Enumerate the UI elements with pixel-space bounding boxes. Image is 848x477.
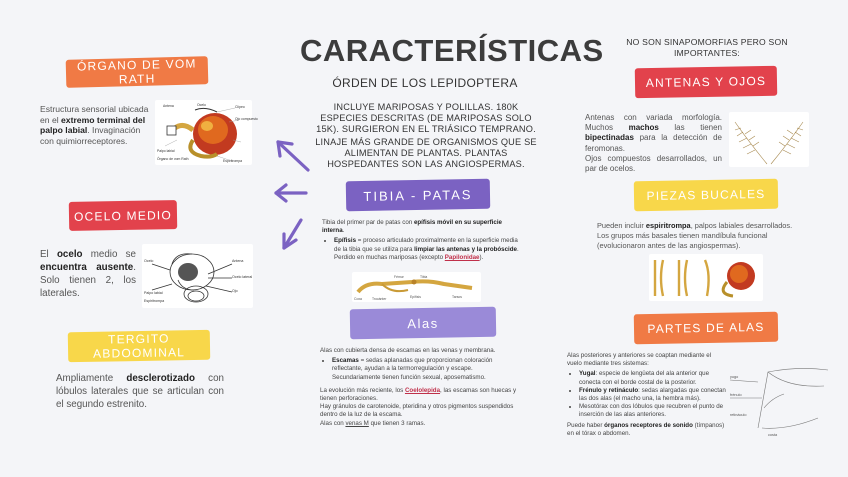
label-femur: Fémur	[394, 275, 404, 279]
partes-banner: PARTES DE ALAS	[634, 312, 779, 345]
coelolepida-link[interactable]: Coelolepida	[404, 386, 441, 394]
partes-text: Alas posteriores y anteriores se coaptan mediante el vuelo mediante tres sistemas: • Yugal: especie de lengüeta del ala anterior que conecta con el borde costal de la posterior. • Frénulo y retináculo: sedas alargadas que conectan las dos alas (el macho una, la hembra más). • Mesotórax con dos lóbulos que recubren el punto de inserción de las alas anteriores. Puede haber órganos receptores de sonido (tímpanos) en el tórax o abdomen.	[567, 352, 727, 438]
label-trocanter: Trocánter	[372, 297, 387, 301]
label-palpo2: Palpo labial	[144, 291, 163, 295]
alas-bullet: • Escamas = sedas aplanadas que proporcionan coloración reflectante, ayudan a la termorregulación y escape. Secundariamente tienen función sexual, aposematismo.	[332, 357, 520, 382]
arrows-group	[268, 136, 328, 256]
tergito-banner: TERGITO ABDOOMINAL	[68, 330, 211, 362]
alas-banner: Alas	[350, 307, 497, 340]
partes-item-yugal: • Yugal: especie de lengüeta del ala anterior que conecta con el borde costal de la posterior.	[579, 370, 727, 386]
label-yugo: yugo	[730, 375, 739, 379]
papilonidae-link[interactable]: Papilonidae	[444, 253, 480, 261]
page-subtitle: ÓRDEN DE LOS LEPIDOPTERA	[332, 76, 518, 90]
label-coxa: Coxa	[354, 297, 362, 301]
label-ojo2: Ojo	[232, 289, 238, 293]
label-epifisis: Epífisis	[410, 295, 421, 299]
venas-m-link[interactable]: venas M	[345, 419, 369, 427]
label-ocelo2: Ocelo	[144, 259, 154, 263]
head-diagram-image	[155, 100, 258, 165]
organo-text: Estructura sensorial ubicada en el extremo terminal del palpo labial. Invaginación con quimiorreceptores.	[40, 104, 149, 146]
ocelo-banner: OCELO MEDIO	[69, 200, 177, 231]
label-tibia: Tibia	[420, 275, 428, 279]
label-frenulo: frénulo	[730, 393, 742, 397]
wing-diagram-image	[728, 358, 838, 440]
tergito-text: Ampliamente desclerotizado con lóbulos laterales que se articulan con el segundo estrenito.	[56, 373, 224, 410]
antenna-image	[729, 112, 809, 167]
label-costa: costa	[768, 433, 778, 437]
label-vomrath: Órgano de vom Rath	[157, 157, 189, 161]
tibia-banner: TIBIA - PATAS	[346, 179, 491, 212]
partes-item-mesotorax: • Mesotórax con dos lóbulos que recubren el punto de inserción de las alas anteriores.	[579, 403, 727, 419]
antenas-banner: ANTENAS Y OJOS	[635, 66, 778, 98]
label-espiritrompa2: Espiritrompa	[144, 299, 165, 303]
label-retinaculo: retináculo	[730, 413, 747, 417]
label-antena2: Antena	[232, 259, 244, 263]
antenas-text: Antenas con variada morfología. Muchos machos las tienen bipectinadas para la detección de feromonas. Ojos compuestos desarrollados, un par de ocelos.	[585, 113, 723, 174]
ocelo-text: El ocelo medio se encuentra ausente. Solo tienen 2, los laterales.	[40, 249, 136, 299]
label-ocelo-lateral: Ocelo lateral	[232, 275, 253, 279]
alas-text: Alas con cubierta densa de escamas en las venas y membrana. • Escamas = sedas aplanadas que proporcionan coloración reflectante, ayudan a la termorregulación y escape. Secundariamente tienen función sexual, aposematismo. La evolución más reciente, los Coelolepida, las escamas son huecas y tienen perforaciones. Hay gránulos de carotenoide, pteridina y otros pigmentos suspendidos dentro de la luz de la escama. Alas con venas M que tienen 3 ramas.	[320, 347, 520, 428]
organo-banner: ÓRGANO DE VOM RATH	[66, 56, 209, 88]
label-palpo: Palpo labial	[157, 149, 175, 153]
mouthparts-image	[649, 254, 763, 301]
tibia-text: Tibia del primer par de patas con epífisis móvil en su superficie interna. • Epífisis = proceso articulado proximalmente en la superficie media de la tibia que se utiliza para limpiar las antenas y la probóscide. Perdido en muchas mariposas (excepto Papilonidae).	[322, 219, 520, 264]
intro-paragraph-2: LINAJE MÁS GRANDE DE ORGANISMOS QUE SE ALIMENTAN DE PLANTAS. PLANTAS HOSPEDANTES SON LAS ANGIOSPERMAS.	[315, 137, 537, 169]
label-ojo: Ojo compuesto	[235, 117, 258, 121]
piezas-banner: PIEZAS BUCALES	[634, 179, 779, 212]
label-antena: Antena	[163, 104, 174, 108]
label-espiritrompa: Espiritrompa	[223, 159, 243, 163]
tibia-bullet: • Epífisis = proceso articulado proximalmente en la superficie media de la tibia que se utiliza para limpiar las antenas y la probóscide. Perdido en muchas mariposas (excepto Papilonidae).	[334, 237, 520, 262]
label-clipeo: Clípeo	[235, 105, 245, 109]
ocelo-diagram-image	[142, 244, 253, 308]
note-text: NO SON SINAPOMORFIAS PERO SON IMPORTANTES:	[626, 37, 788, 58]
partes-item-frenulo: • Frénulo y retináculo: sedas alargadas que conectan las dos alas (el macho una, la hembra más).	[579, 387, 727, 403]
label-tarsos: Tarsos	[452, 295, 462, 299]
piezas-text: Pueden incluir espiritrompa, palpos labiales desarrollados. Los grupos más basales tienen mandíbula funcional (evolucionaron antes de las angiospermas).	[597, 221, 793, 250]
label-ocelo: Ocelo	[197, 103, 206, 107]
leg-diagram-image	[352, 272, 481, 302]
arrow-up-left-icon	[278, 142, 308, 170]
intro-paragraph-1: INCLUYE MARIPOSAS Y POLILLAS. 180K ESPECIES DESCRITAS (DE MARIPOSAS SOLO 15K). SURGIERON EN EL TRIÁSICO TEMPRANO.	[316, 102, 536, 134]
page-title: CARACTERÍSTICAS	[300, 33, 604, 68]
